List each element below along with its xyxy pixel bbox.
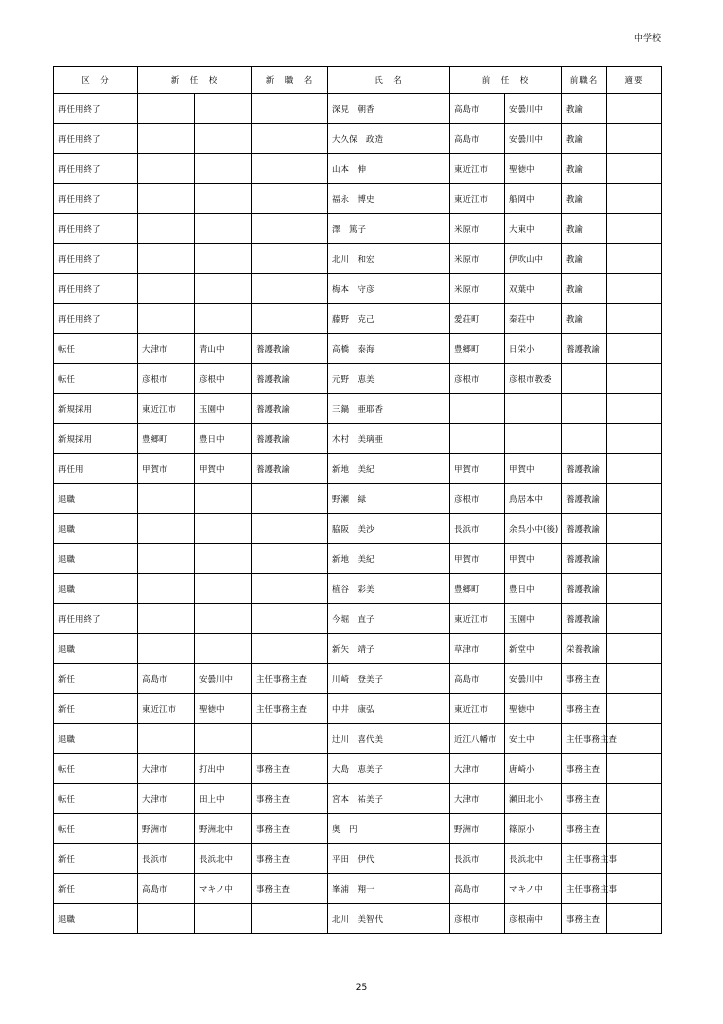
table-row bbox=[54, 634, 662, 664]
cell-new-school: 打出中 bbox=[195, 754, 252, 784]
table-row bbox=[54, 124, 662, 154]
cell-category: 退職 bbox=[54, 484, 138, 514]
cell-category: 退職 bbox=[54, 514, 138, 544]
cell-new-city: 高島市 bbox=[138, 664, 195, 694]
cell-new-city bbox=[138, 484, 195, 514]
cell-new-city bbox=[138, 184, 195, 214]
table-row bbox=[54, 304, 662, 334]
cell-new-position: 事務主査 bbox=[252, 874, 328, 904]
cell-new-school bbox=[195, 514, 252, 544]
cell-category: 退職 bbox=[54, 574, 138, 604]
table-row bbox=[54, 424, 662, 454]
cell-category: 再任用終了 bbox=[54, 304, 138, 334]
cell-prev-city: 大津市 bbox=[450, 784, 505, 814]
cell-new-position bbox=[252, 274, 328, 304]
cell-remarks bbox=[607, 814, 662, 844]
cell-category: 再任用終了 bbox=[54, 274, 138, 304]
cell-name: 平田 伊代 bbox=[328, 844, 450, 874]
cell-new-city: 野洲市 bbox=[138, 814, 195, 844]
cell-remarks bbox=[607, 184, 662, 214]
cell-new-school bbox=[195, 484, 252, 514]
cell-prev-school: 聖徳中 bbox=[505, 694, 562, 724]
cell-name: 藤野 克己 bbox=[328, 304, 450, 334]
cell-name: 奥 円 bbox=[328, 814, 450, 844]
cell-name: 深見 朝香 bbox=[328, 94, 450, 124]
cell-prev-city: 長浜市 bbox=[450, 514, 505, 544]
cell-remarks bbox=[607, 904, 662, 934]
cell-category: 転任 bbox=[54, 364, 138, 394]
cell-prev-city: 東近江市 bbox=[450, 154, 505, 184]
cell-prev-school: 瀬田北小 bbox=[505, 784, 562, 814]
cell-prev-school bbox=[505, 424, 562, 454]
cell-new-school: 彦根中 bbox=[195, 364, 252, 394]
cell-prev-position: 主任事務主事 bbox=[562, 844, 607, 874]
cell-new-position bbox=[252, 724, 328, 754]
table-row bbox=[54, 334, 662, 364]
table-header-row bbox=[54, 67, 662, 94]
cell-prev-school: 余呉小中(後) bbox=[505, 514, 562, 544]
cell-prev-city: 東近江市 bbox=[450, 184, 505, 214]
cell-prev-position: 養護教諭 bbox=[562, 334, 607, 364]
cell-prev-position: 事務主査 bbox=[562, 664, 607, 694]
cell-prev-school: 長浜北中 bbox=[505, 844, 562, 874]
cell-name: 川崎 登美子 bbox=[328, 664, 450, 694]
cell-prev-school: 伊吹山中 bbox=[505, 244, 562, 274]
cell-prev-position bbox=[562, 424, 607, 454]
cell-new-city: 東近江市 bbox=[138, 394, 195, 424]
cell-new-city bbox=[138, 124, 195, 154]
cell-new-city: 大津市 bbox=[138, 784, 195, 814]
cell-prev-school: 大東中 bbox=[505, 214, 562, 244]
cell-new-school bbox=[195, 244, 252, 274]
cell-new-position bbox=[252, 634, 328, 664]
cell-name: 北川 美智代 bbox=[328, 904, 450, 934]
cell-category: 再任用 bbox=[54, 454, 138, 484]
cell-prev-position: 養護教諭 bbox=[562, 544, 607, 574]
cell-category: 退職 bbox=[54, 724, 138, 754]
cell-remarks bbox=[607, 304, 662, 334]
table-row bbox=[54, 364, 662, 394]
cell-prev-city: 米原市 bbox=[450, 244, 505, 274]
cell-category: 再任用終了 bbox=[54, 604, 138, 634]
cell-name: 北川 和宏 bbox=[328, 244, 450, 274]
cell-prev-position: 養護教諭 bbox=[562, 574, 607, 604]
cell-new-city: 東近江市 bbox=[138, 694, 195, 724]
cell-name: 峯浦 翔一 bbox=[328, 874, 450, 904]
cell-prev-school: 新堂中 bbox=[505, 634, 562, 664]
cell-prev-city: 甲賀市 bbox=[450, 454, 505, 484]
cell-name: 木村 美璃亜 bbox=[328, 424, 450, 454]
cell-new-city bbox=[138, 514, 195, 544]
table-row bbox=[54, 454, 662, 484]
cell-prev-city: 彦根市 bbox=[450, 364, 505, 394]
cell-remarks bbox=[607, 514, 662, 544]
cell-prev-school: 安曇川中 bbox=[505, 94, 562, 124]
cell-prev-city: 草津市 bbox=[450, 634, 505, 664]
cell-prev-city: 彦根市 bbox=[450, 904, 505, 934]
cell-prev-city: 米原市 bbox=[450, 274, 505, 304]
cell-new-school bbox=[195, 574, 252, 604]
cell-name: 新地 美紀 bbox=[328, 454, 450, 484]
cell-name: 大島 恵美子 bbox=[328, 754, 450, 784]
table-body bbox=[54, 94, 662, 934]
cell-new-position: 事務主査 bbox=[252, 784, 328, 814]
cell-prev-school: 鳥居本中 bbox=[505, 484, 562, 514]
cell-prev-position: 栄養教諭 bbox=[562, 634, 607, 664]
cell-new-position: 養護教諭 bbox=[252, 454, 328, 484]
cell-prev-school: 双葉中 bbox=[505, 274, 562, 304]
cell-remarks bbox=[607, 604, 662, 634]
cell-new-school: 長浜北中 bbox=[195, 844, 252, 874]
cell-new-city: 高島市 bbox=[138, 874, 195, 904]
cell-prev-position: 養護教諭 bbox=[562, 514, 607, 544]
cell-category: 再任用終了 bbox=[54, 154, 138, 184]
cell-category: 新規採用 bbox=[54, 394, 138, 424]
cell-remarks bbox=[607, 94, 662, 124]
cell-new-city bbox=[138, 574, 195, 604]
cell-prev-school: マキノ中 bbox=[505, 874, 562, 904]
cell-prev-position: 養護教諭 bbox=[562, 484, 607, 514]
cell-prev-school: 船岡中 bbox=[505, 184, 562, 214]
cell-category: 新規採用 bbox=[54, 424, 138, 454]
cell-prev-position: 教諭 bbox=[562, 244, 607, 274]
cell-new-city bbox=[138, 94, 195, 124]
cell-prev-city: 近江八幡市 bbox=[450, 724, 505, 754]
cell-name: 澤 篤子 bbox=[328, 214, 450, 244]
cell-remarks bbox=[607, 424, 662, 454]
cell-prev-city: 野洲市 bbox=[450, 814, 505, 844]
cell-remarks bbox=[607, 574, 662, 604]
cell-new-position bbox=[252, 484, 328, 514]
cell-new-city: 豊郷町 bbox=[138, 424, 195, 454]
cell-category: 再任用終了 bbox=[54, 94, 138, 124]
cell-prev-city: 大津市 bbox=[450, 754, 505, 784]
cell-new-position bbox=[252, 514, 328, 544]
cell-new-position bbox=[252, 94, 328, 124]
cell-new-school: 甲賀中 bbox=[195, 454, 252, 484]
table-row bbox=[54, 244, 662, 274]
cell-prev-position: 主任事務主事 bbox=[562, 874, 607, 904]
cell-new-school bbox=[195, 94, 252, 124]
header-category: 区 分 bbox=[54, 67, 138, 94]
cell-name: 高橋 泰海 bbox=[328, 334, 450, 364]
cell-prev-city: 高島市 bbox=[450, 124, 505, 154]
table-row bbox=[54, 514, 662, 544]
cell-prev-position bbox=[562, 394, 607, 424]
cell-prev-position: 教諭 bbox=[562, 274, 607, 304]
table-row bbox=[54, 604, 662, 634]
cell-prev-city: 東近江市 bbox=[450, 694, 505, 724]
cell-prev-position: 事務主査 bbox=[562, 814, 607, 844]
table-row bbox=[54, 724, 662, 754]
cell-prev-school: 豊日中 bbox=[505, 574, 562, 604]
table-row bbox=[54, 874, 662, 904]
cell-new-school: 聖徳中 bbox=[195, 694, 252, 724]
cell-new-school bbox=[195, 904, 252, 934]
cell-remarks bbox=[607, 334, 662, 364]
table-row bbox=[54, 574, 662, 604]
table-row bbox=[54, 214, 662, 244]
table-row bbox=[54, 184, 662, 214]
cell-prev-school: 玉園中 bbox=[505, 604, 562, 634]
cell-name: 梅本 守彦 bbox=[328, 274, 450, 304]
cell-category: 再任用終了 bbox=[54, 184, 138, 214]
cell-category: 新任 bbox=[54, 694, 138, 724]
cell-prev-city: 愛荘町 bbox=[450, 304, 505, 334]
cell-category: 退職 bbox=[54, 544, 138, 574]
cell-new-position bbox=[252, 124, 328, 154]
cell-prev-city: 高島市 bbox=[450, 874, 505, 904]
cell-category: 転任 bbox=[54, 334, 138, 364]
header-remarks: 適要 bbox=[607, 67, 662, 94]
cell-new-position: 事務主査 bbox=[252, 754, 328, 784]
cell-new-school: 玉園中 bbox=[195, 394, 252, 424]
cell-prev-school: 篠原小 bbox=[505, 814, 562, 844]
header-prev-position: 前職名 bbox=[562, 67, 607, 94]
cell-new-city bbox=[138, 154, 195, 184]
cell-remarks bbox=[607, 484, 662, 514]
cell-prev-city: 彦根市 bbox=[450, 484, 505, 514]
cell-name: 福永 博史 bbox=[328, 184, 450, 214]
cell-category: 再任用終了 bbox=[54, 124, 138, 154]
cell-remarks bbox=[607, 544, 662, 574]
cell-prev-school: 安土中 bbox=[505, 724, 562, 754]
cell-prev-city: 長浜市 bbox=[450, 844, 505, 874]
table-row bbox=[54, 274, 662, 304]
cell-remarks bbox=[607, 634, 662, 664]
cell-prev-city bbox=[450, 394, 505, 424]
cell-remarks bbox=[607, 364, 662, 394]
cell-remarks bbox=[607, 214, 662, 244]
cell-new-school: 青山中 bbox=[195, 334, 252, 364]
page-number: 25 bbox=[355, 983, 368, 993]
cell-name: 山本 伸 bbox=[328, 154, 450, 184]
cell-category: 転任 bbox=[54, 784, 138, 814]
cell-prev-school: 日栄小 bbox=[505, 334, 562, 364]
cell-remarks bbox=[607, 784, 662, 814]
cell-prev-position bbox=[562, 364, 607, 394]
cell-new-school: 豊日中 bbox=[195, 424, 252, 454]
cell-name: 今堀 直子 bbox=[328, 604, 450, 634]
table-row bbox=[54, 754, 662, 784]
cell-prev-city: 甲賀市 bbox=[450, 544, 505, 574]
cell-new-city: 長浜市 bbox=[138, 844, 195, 874]
cell-new-school bbox=[195, 124, 252, 154]
cell-new-position: 養護教諭 bbox=[252, 364, 328, 394]
cell-new-school: 田上中 bbox=[195, 784, 252, 814]
cell-new-city bbox=[138, 904, 195, 934]
cell-new-position: 事務主査 bbox=[252, 844, 328, 874]
cell-prev-position: 養護教諭 bbox=[562, 604, 607, 634]
cell-prev-position: 教諭 bbox=[562, 214, 607, 244]
cell-remarks bbox=[607, 274, 662, 304]
table-row bbox=[54, 484, 662, 514]
cell-remarks bbox=[607, 454, 662, 484]
cell-prev-position: 教諭 bbox=[562, 184, 607, 214]
cell-prev-city: 豊郷町 bbox=[450, 574, 505, 604]
cell-category: 新任 bbox=[54, 844, 138, 874]
cell-name: 三鍋 亜耶香 bbox=[328, 394, 450, 424]
cell-prev-school: 安曇川中 bbox=[505, 124, 562, 154]
header-new-school: 新 任 校 bbox=[138, 67, 252, 94]
cell-new-city bbox=[138, 604, 195, 634]
cell-name: 新矢 靖子 bbox=[328, 634, 450, 664]
table-row bbox=[54, 814, 662, 844]
cell-new-position bbox=[252, 304, 328, 334]
cell-new-city bbox=[138, 724, 195, 754]
cell-prev-city: 高島市 bbox=[450, 94, 505, 124]
header-name: 氏 名 bbox=[328, 67, 450, 94]
cell-prev-school: 彦根市教委 bbox=[505, 364, 562, 394]
cell-prev-position: 主任事務主査 bbox=[562, 724, 607, 754]
cell-new-city: 大津市 bbox=[138, 334, 195, 364]
cell-new-position: 養護教諭 bbox=[252, 394, 328, 424]
cell-category: 新任 bbox=[54, 874, 138, 904]
cell-name: 辻川 喜代美 bbox=[328, 724, 450, 754]
cell-new-school bbox=[195, 544, 252, 574]
cell-category: 再任用終了 bbox=[54, 244, 138, 274]
cell-remarks bbox=[607, 154, 662, 184]
header-new-position: 新 職 名 bbox=[252, 67, 328, 94]
table-row bbox=[54, 394, 662, 424]
cell-new-position: 養護教諭 bbox=[252, 334, 328, 364]
cell-new-school: 野洲北中 bbox=[195, 814, 252, 844]
cell-prev-position: 教諭 bbox=[562, 304, 607, 334]
cell-new-position: 主任事務主査 bbox=[252, 664, 328, 694]
cell-new-position bbox=[252, 154, 328, 184]
cell-new-school bbox=[195, 184, 252, 214]
cell-name: 元野 恵美 bbox=[328, 364, 450, 394]
table-row bbox=[54, 664, 662, 694]
cell-new-position bbox=[252, 574, 328, 604]
table-row bbox=[54, 784, 662, 814]
table-row bbox=[54, 904, 662, 934]
cell-category: 退職 bbox=[54, 634, 138, 664]
cell-prev-school: 彦根南中 bbox=[505, 904, 562, 934]
cell-name: 野瀬 緑 bbox=[328, 484, 450, 514]
cell-new-school: マキノ中 bbox=[195, 874, 252, 904]
cell-name: 宮本 祐美子 bbox=[328, 784, 450, 814]
cell-prev-position: 事務主査 bbox=[562, 694, 607, 724]
cell-prev-city: 豊郷町 bbox=[450, 334, 505, 364]
table-row bbox=[54, 844, 662, 874]
cell-prev-position: 養護教諭 bbox=[562, 454, 607, 484]
cell-prev-position: 教諭 bbox=[562, 154, 607, 184]
cell-prev-school: 唐崎小 bbox=[505, 754, 562, 784]
cell-new-position bbox=[252, 604, 328, 634]
cell-new-position: 事務主査 bbox=[252, 814, 328, 844]
cell-new-school bbox=[195, 634, 252, 664]
cell-new-school bbox=[195, 304, 252, 334]
cell-new-school bbox=[195, 274, 252, 304]
cell-new-school bbox=[195, 214, 252, 244]
table-row bbox=[54, 694, 662, 724]
cell-new-school bbox=[195, 724, 252, 754]
table-row bbox=[54, 154, 662, 184]
cell-prev-position: 事務主査 bbox=[562, 754, 607, 784]
cell-remarks bbox=[607, 124, 662, 154]
cell-remarks bbox=[607, 754, 662, 784]
school-type-label: 中学校 bbox=[633, 34, 661, 44]
cell-category: 再任用終了 bbox=[54, 214, 138, 244]
cell-name: 新地 美紀 bbox=[328, 544, 450, 574]
cell-new-school: 安曇川中 bbox=[195, 664, 252, 694]
cell-prev-position: 教諭 bbox=[562, 94, 607, 124]
cell-name: 脇阪 美沙 bbox=[328, 514, 450, 544]
cell-new-school bbox=[195, 604, 252, 634]
cell-category: 転任 bbox=[54, 754, 138, 784]
cell-name: 中井 康弘 bbox=[328, 694, 450, 724]
cell-prev-city: 米原市 bbox=[450, 214, 505, 244]
cell-prev-position: 事務主査 bbox=[562, 784, 607, 814]
cell-prev-school: 安曇川中 bbox=[505, 664, 562, 694]
cell-prev-school: 聖徳中 bbox=[505, 154, 562, 184]
cell-prev-position: 教諭 bbox=[562, 124, 607, 154]
cell-new-city: 大津市 bbox=[138, 754, 195, 784]
cell-new-city bbox=[138, 304, 195, 334]
cell-prev-city: 高島市 bbox=[450, 664, 505, 694]
cell-prev-school: 甲賀中 bbox=[505, 544, 562, 574]
header-prev-school: 前 任 校 bbox=[450, 67, 562, 94]
cell-new-position bbox=[252, 544, 328, 574]
cell-new-city bbox=[138, 244, 195, 274]
cell-name: 大久保 政造 bbox=[328, 124, 450, 154]
cell-new-school bbox=[195, 154, 252, 184]
cell-new-position bbox=[252, 244, 328, 274]
cell-remarks bbox=[607, 694, 662, 724]
cell-category: 新任 bbox=[54, 664, 138, 694]
cell-new-position bbox=[252, 904, 328, 934]
cell-new-city bbox=[138, 214, 195, 244]
cell-new-city bbox=[138, 544, 195, 574]
cell-new-position bbox=[252, 184, 328, 214]
personnel-table bbox=[53, 66, 662, 934]
cell-new-position bbox=[252, 214, 328, 244]
cell-prev-school bbox=[505, 394, 562, 424]
cell-new-position: 主任事務主査 bbox=[252, 694, 328, 724]
cell-remarks bbox=[607, 664, 662, 694]
cell-remarks bbox=[607, 394, 662, 424]
cell-prev-city: 東近江市 bbox=[450, 604, 505, 634]
cell-name: 植谷 彩美 bbox=[328, 574, 450, 604]
cell-prev-position: 事務主査 bbox=[562, 904, 607, 934]
cell-prev-school: 甲賀中 bbox=[505, 454, 562, 484]
cell-remarks bbox=[607, 244, 662, 274]
cell-new-position: 養護教諭 bbox=[252, 424, 328, 454]
cell-new-city: 甲賀市 bbox=[138, 454, 195, 484]
cell-prev-city bbox=[450, 424, 505, 454]
cell-prev-school: 秦荘中 bbox=[505, 304, 562, 334]
cell-new-city bbox=[138, 634, 195, 664]
table-row bbox=[54, 94, 662, 124]
cell-new-city: 彦根市 bbox=[138, 364, 195, 394]
cell-category: 退職 bbox=[54, 904, 138, 934]
cell-category: 転任 bbox=[54, 814, 138, 844]
table-row bbox=[54, 544, 662, 574]
cell-new-city bbox=[138, 274, 195, 304]
